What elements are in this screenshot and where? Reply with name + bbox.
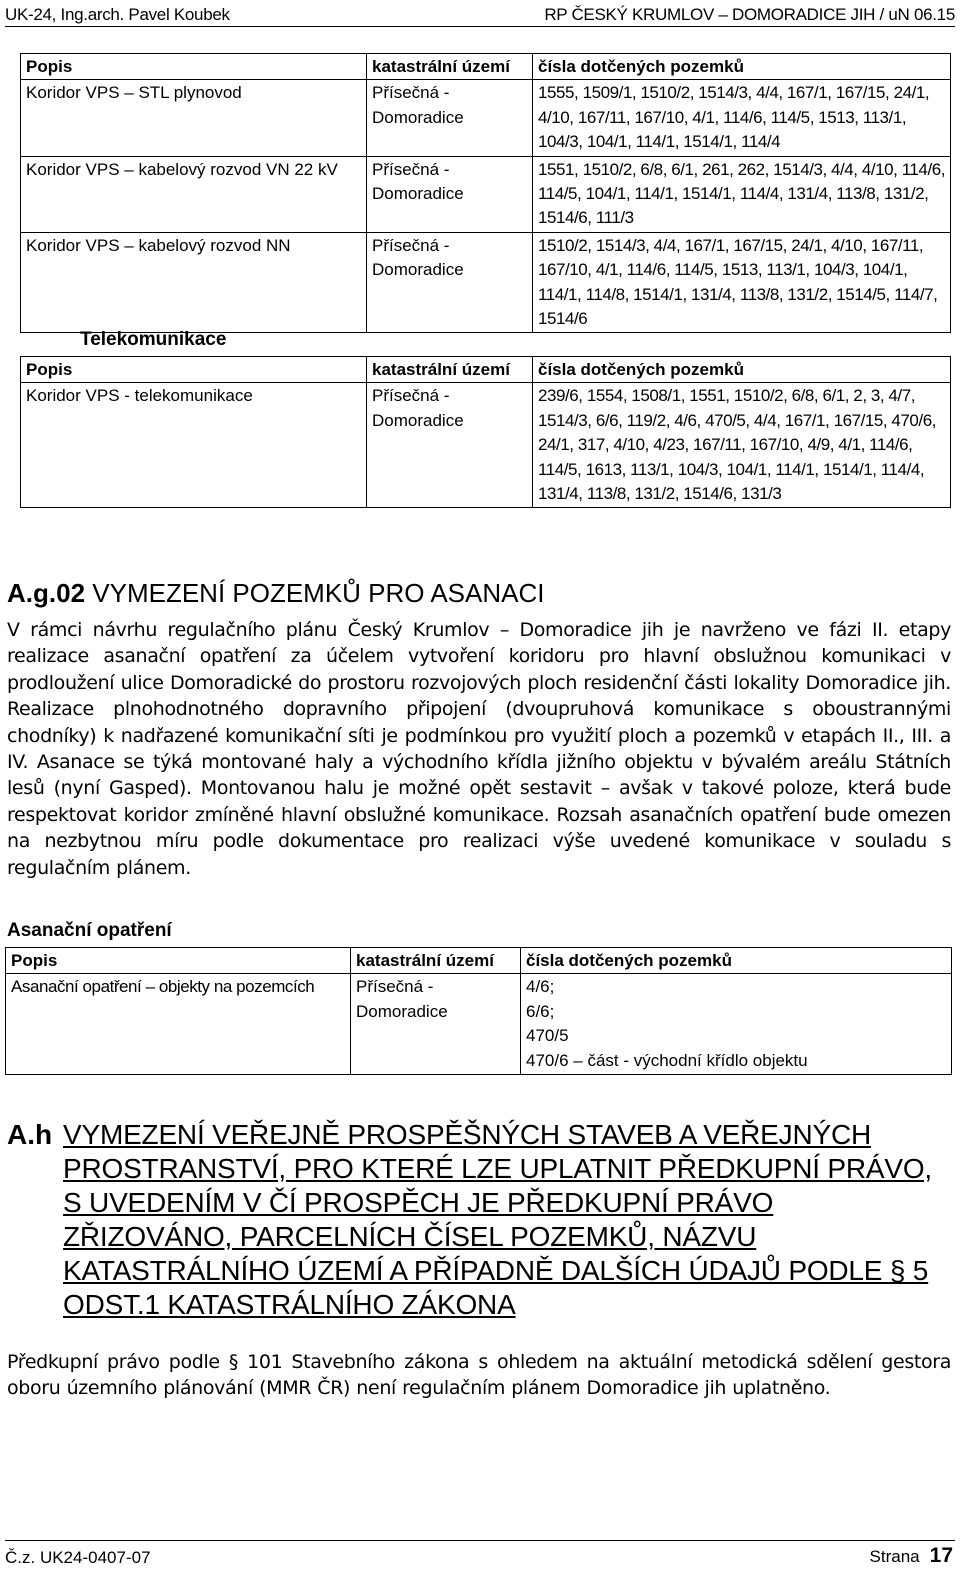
pozemek-item: 470/5 xyxy=(526,1026,569,1046)
table-asanace xyxy=(5,947,952,1075)
table-header-row xyxy=(6,948,952,974)
telekomunikace-title: Telekomunikace xyxy=(80,329,227,350)
asanace-title: Asanační opatření xyxy=(7,920,172,941)
table-row xyxy=(21,383,951,508)
pozemek-item: 4/6; xyxy=(526,977,555,997)
cell-pozemky xyxy=(533,156,951,232)
footer-page-label: Strana xyxy=(869,1547,920,1566)
cell-popis: Koridor VPS – STL plynovod xyxy=(21,80,367,156)
section-h-paragraph: Předkupní právo podle § 101 Stavebního zákona s ohledem na aktuální metodická sdělení gestora oboru územního plánování (MMR ČR) není regulačním plánem Domoradice jih uplatněno. xyxy=(7,1351,951,1400)
header-author: UK-24, Ing.arch. Pavel Koubek xyxy=(5,5,230,24)
cell-pozemky-text: 1510/2, 1514/3, 4/4, 167/1, 167/15, 24/1, 4/10, 167/11, 167/10, 4/1, 114/6, 114/5, 1513, 113/1, 104/3, 104/1, 114/1, 114/8, 1514/1, 131/4, 113/8, 131/2, 1514/5, 114/7, 1514/6 xyxy=(538,235,938,329)
table-koridory xyxy=(20,53,951,333)
page-footer xyxy=(5,1540,955,1567)
cell-uzemi: Přísečná - Domoradice xyxy=(351,974,521,1075)
col-header-pozemky: čísla dotčených pozemků xyxy=(533,54,951,80)
col-header-popis: Popis xyxy=(21,54,367,80)
header-project: RP ČESKÝ KRUMLOV – DOMORADICE JIH / uN 06.15 xyxy=(544,5,955,24)
col-header-uzemi: katastrální území xyxy=(367,357,533,383)
cell-uzemi: Přísečná - Domoradice xyxy=(367,232,533,333)
col-header-uzemi: katastrální území xyxy=(367,54,533,80)
cell-pozemky xyxy=(533,383,951,508)
section-h-title: VYMEZENÍ VEŘEJNĚ PROSPĚŠNÝCH STAVEB A VEŘEJNÝCH PROSTRANSTVÍ, PRO KTERÉ LZE UPLATNIT PŘEDKUPNÍ PRÁVO, S UVEDENÍM V ČÍ PROSPĚCH JE PŘEDKUPNÍ PRÁVO ZŘIZOVÁNO, PARCELNÍCH ČÍSEL POZEMKŮ, NÁZVU KATASTRÁLNÍHO ÚZEMÍ A PŘÍPADNĚ DALŠÍCH ÚDAJŮ PODLE § 5 ODST.1 KATASTRÁLNÍHO ZÁKONA xyxy=(63,1119,932,1320)
cell-pozemky-text: 1551, 1510/2, 6/8, 6/1, 261, 262, 1514/3, 4/4, 4/10, 114/6, 114/5, 104/1, 114/1, 1514/1, 114/4, 131/4, 113/8, 131/2, 1514/6, 111/3 xyxy=(538,159,945,228)
pozemek-item: 6/6; xyxy=(526,1001,555,1021)
page-header xyxy=(5,4,955,27)
cell-pozemky xyxy=(533,232,951,333)
table-header-row xyxy=(21,54,951,80)
cell-uzemi: Přísečná - Domoradice xyxy=(367,80,533,156)
cell-popis: Koridor VPS - telekomunikace xyxy=(21,383,367,508)
cell-popis: Koridor VPS – kabelový rozvod NN xyxy=(21,232,367,333)
table-row xyxy=(21,232,951,333)
cell-popis-text: Asanační opatření – objekty na pozemcích xyxy=(11,977,315,997)
table-row xyxy=(21,80,951,156)
footer-page xyxy=(870,1544,953,1568)
table-header-row xyxy=(21,357,951,383)
cell-pozemky xyxy=(521,974,952,1075)
col-header-popis: Popis xyxy=(6,948,351,974)
col-header-pozemky: čísla dotčených pozemků xyxy=(533,357,951,383)
table-row xyxy=(6,974,952,1075)
col-header-uzemi: katastrální území xyxy=(351,948,521,974)
table-row xyxy=(21,156,951,232)
cell-popis: Koridor VPS – kabelový rozvod VN 22 kV xyxy=(21,156,367,232)
section-g-title: VYMEZENÍ POZEMKŮ PRO ASANACI xyxy=(92,578,545,608)
section-h-number: A.h xyxy=(7,1119,53,1150)
cell-pozemky xyxy=(533,80,951,156)
col-header-popis: Popis xyxy=(21,357,367,383)
cell-uzemi: Přísečná - Domoradice xyxy=(367,383,533,508)
section-g-heading xyxy=(7,578,544,609)
cell-uzemi: Přísečná - Domoradice xyxy=(367,156,533,232)
cell-pozemky-text: 239/6, 1554, 1508/1, 1551, 1510/2, 6/8, 6/1, 2, 3, 4/7, 1514/3, 6/6, 119/2, 4/6, 470/5, 4/4, 167/1, 167/15, 470/6, 24/1, 317, 4/10, 4/23, 167/11, 167/10, 4/9, 4/1, 114/6, 114/5, 1613, 113/1, 104/3, 104/1, 114/1, 1514/1, 114/4, 131/4, 113/8, 131/2, 1514/6, 131/3 xyxy=(538,386,936,504)
cell-pozemky-text: 1555, 1509/1, 1510/2, 1514/3, 4/4, 167/1, 167/15, 24/1, 4/10, 167/11, 167/10, 4/1, 114/6, 114/5, 1513, 113/1, 104/3, 104/1, 114/1, 1514/1, 114/4 xyxy=(538,83,930,152)
footer-page-number: 17 xyxy=(929,1544,953,1567)
pozemek-item: 470/6 – část - východní křídlo objektu xyxy=(526,1050,808,1070)
section-g-number: A.g.02 xyxy=(7,578,86,608)
table-telekomunikace xyxy=(20,356,951,508)
col-header-pozemky: čísla dotčených pozemků xyxy=(521,948,952,974)
section-g-paragraph: V rámci návrhu regulačního plánu Český Krumlov – Domoradice jih je navrženo ve fázi II. etapy realizace asanační opatření za účelem vytvoření koridoru pro hlavní obslužnou komunikaci v prodloužení ulice Domoradické do prostoru rozvojových ploch residenční části lokality Domoradice jih. Realizace plnohodnotného dopravního připojení (dvoupruhová komunikace s oboustrannými chodníky) k nadřazené komunikační síti je podmínkou pro využití ploch a pozemků v etapách II., III. a IV. Asanace se týká montované haly a východního křídla jižního objektu v bývalém areálu Státních lesů (nyní Gasped). Montovanou halu je možné opět sestavit – avšak v takové poloze, která bude respektovat koridor zmíněné hlavní obslužné komunikace. Rozsah asanačních opatření bude omezen na nezbytnou míru podle dokumentace pro realizaci výše uvedené komunikace v souladu s regulačním plánem. xyxy=(7,619,951,879)
footer-doc-number: Č.z. UK24-0407-07 xyxy=(5,1548,151,1567)
cell-popis xyxy=(6,974,351,1075)
